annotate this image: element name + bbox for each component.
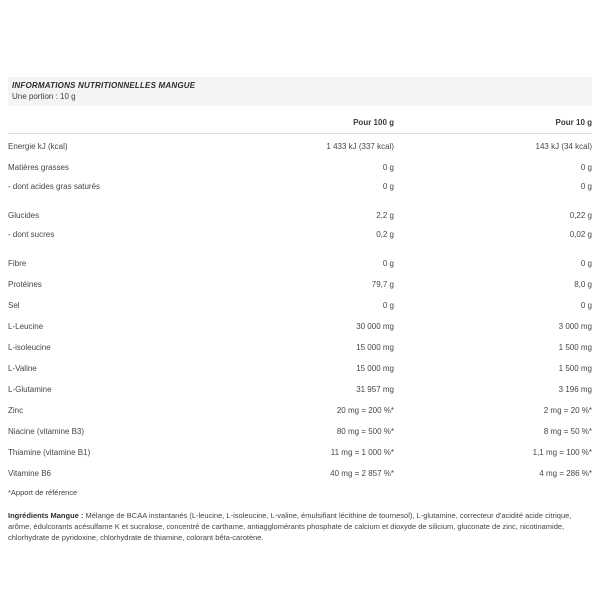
- table-row: [8, 358, 592, 379]
- table-row: [8, 178, 592, 195]
- row-label: Niacine (vitamine B3): [8, 427, 85, 436]
- table-row: [8, 337, 592, 358]
- row-label: L-isoleucine: [8, 343, 51, 352]
- nutrition-panel: [8, 77, 592, 543]
- value-per-10g: 3 196 mg: [558, 385, 592, 394]
- table-body: [8, 134, 592, 484]
- table-row: [8, 400, 592, 421]
- value-per-10g: 2 mg = 20 %*: [543, 406, 592, 415]
- table-row: [8, 421, 592, 442]
- value-per-100g: 0 g: [382, 163, 394, 172]
- table-row: [8, 316, 592, 337]
- column-header-per-100g: Pour 100 g: [353, 118, 394, 127]
- row-label: Thiamine (vitamine B1): [8, 448, 91, 457]
- row-label: Sel: [8, 301, 20, 310]
- value-per-100g: 40 mg = 2 857 %*: [330, 469, 394, 478]
- value-per-10g: 0 g: [580, 182, 592, 191]
- table-row: [8, 295, 592, 316]
- row-label: Fibre: [8, 259, 27, 268]
- row-label: Matières grasses: [8, 163, 69, 172]
- row-label: Energie kJ (kcal): [8, 142, 68, 151]
- table-row: [8, 379, 592, 400]
- reference-footnote: *Apport de référence: [8, 488, 78, 497]
- row-label: Zinc: [8, 406, 24, 415]
- value-per-10g: 143 kJ (34 kcal): [535, 142, 592, 151]
- table-row: [8, 136, 592, 157]
- table-row: [8, 463, 592, 484]
- row-label: Glucides: [8, 211, 40, 220]
- table-row: [8, 226, 592, 243]
- value-per-100g: 20 mg = 200 %*: [336, 406, 394, 415]
- row-label: L-Valine: [8, 364, 37, 373]
- ingredients-label: Ingrédients Mangue :: [8, 511, 84, 520]
- row-label: Protéines: [8, 280, 42, 289]
- row-label: - dont acides gras saturés: [8, 182, 101, 191]
- value-per-100g: 0 g: [382, 182, 394, 191]
- value-per-100g: 2,2 g: [376, 211, 394, 220]
- row-label: L-Leucine: [8, 322, 44, 331]
- table-row: [8, 205, 592, 226]
- table-row: [8, 274, 592, 295]
- value-per-10g: 1,1 mg = 100 %*: [532, 448, 592, 457]
- ingredients-text: Mélange de BCAA instantanés (L-leucine, L-isoleucine, L-valine, émulsifiant lécithine de tournesol), L-glutamine, correcteur d'acidité acide citrique, arôme, édulcorants acésulfame K et sucralose, concentré de carthame, antiagglomérants phosphate de calcium et dioxyde de silicium, gluconate de zinc, nicotinamide, chlorhydrate de pyridoxine, chlorhydrate de thiamine, colorant bêta-carotène.: [8, 511, 572, 542]
- row-label: - dont sucres: [8, 230, 55, 239]
- value-per-10g: 1 500 mg: [558, 343, 592, 352]
- value-per-10g: 0 g: [580, 301, 592, 310]
- value-per-100g: 31 957 mg: [356, 385, 394, 394]
- value-per-100g: 1 433 kJ (337 kcal): [326, 142, 394, 151]
- ingredients-paragraph: [8, 510, 592, 543]
- value-per-100g: 80 mg = 500 %*: [336, 427, 394, 436]
- panel-title: INFORMATIONS NUTRITIONNELLES MANGUE: [12, 81, 196, 90]
- value-per-10g: 8 mg = 50 %*: [543, 427, 592, 436]
- value-per-100g: 15 000 mg: [356, 343, 394, 352]
- value-per-100g: 15 000 mg: [356, 364, 394, 373]
- value-per-10g: 3 000 mg: [558, 322, 592, 331]
- value-per-100g: 79,7 g: [371, 280, 394, 289]
- value-per-10g: 1 500 mg: [558, 364, 592, 373]
- value-per-100g: 0 g: [382, 259, 394, 268]
- table-row: [8, 157, 592, 178]
- panel-header: [8, 77, 592, 106]
- value-per-10g: 0,02 g: [569, 230, 592, 239]
- value-per-10g: 4 mg = 286 %*: [539, 469, 592, 478]
- value-per-100g: 30 000 mg: [356, 322, 394, 331]
- value-per-10g: 0,22 g: [569, 211, 592, 220]
- value-per-10g: 0 g: [580, 259, 592, 268]
- value-per-10g: 8,0 g: [574, 280, 592, 289]
- row-label: Vitamine B6: [8, 469, 51, 478]
- column-header-row: [8, 112, 592, 134]
- table-row: [8, 442, 592, 463]
- portion-size: Une portion : 10 g: [12, 92, 76, 101]
- value-per-100g: 0,2 g: [376, 230, 394, 239]
- value-per-100g: 0 g: [382, 301, 394, 310]
- value-per-100g: 11 mg = 1 000 %*: [330, 448, 394, 457]
- value-per-10g: 0 g: [580, 163, 592, 172]
- row-label: L-Glutamine: [8, 385, 52, 394]
- column-header-per-10g: Pour 10 g: [555, 118, 592, 127]
- table-row: [8, 253, 592, 274]
